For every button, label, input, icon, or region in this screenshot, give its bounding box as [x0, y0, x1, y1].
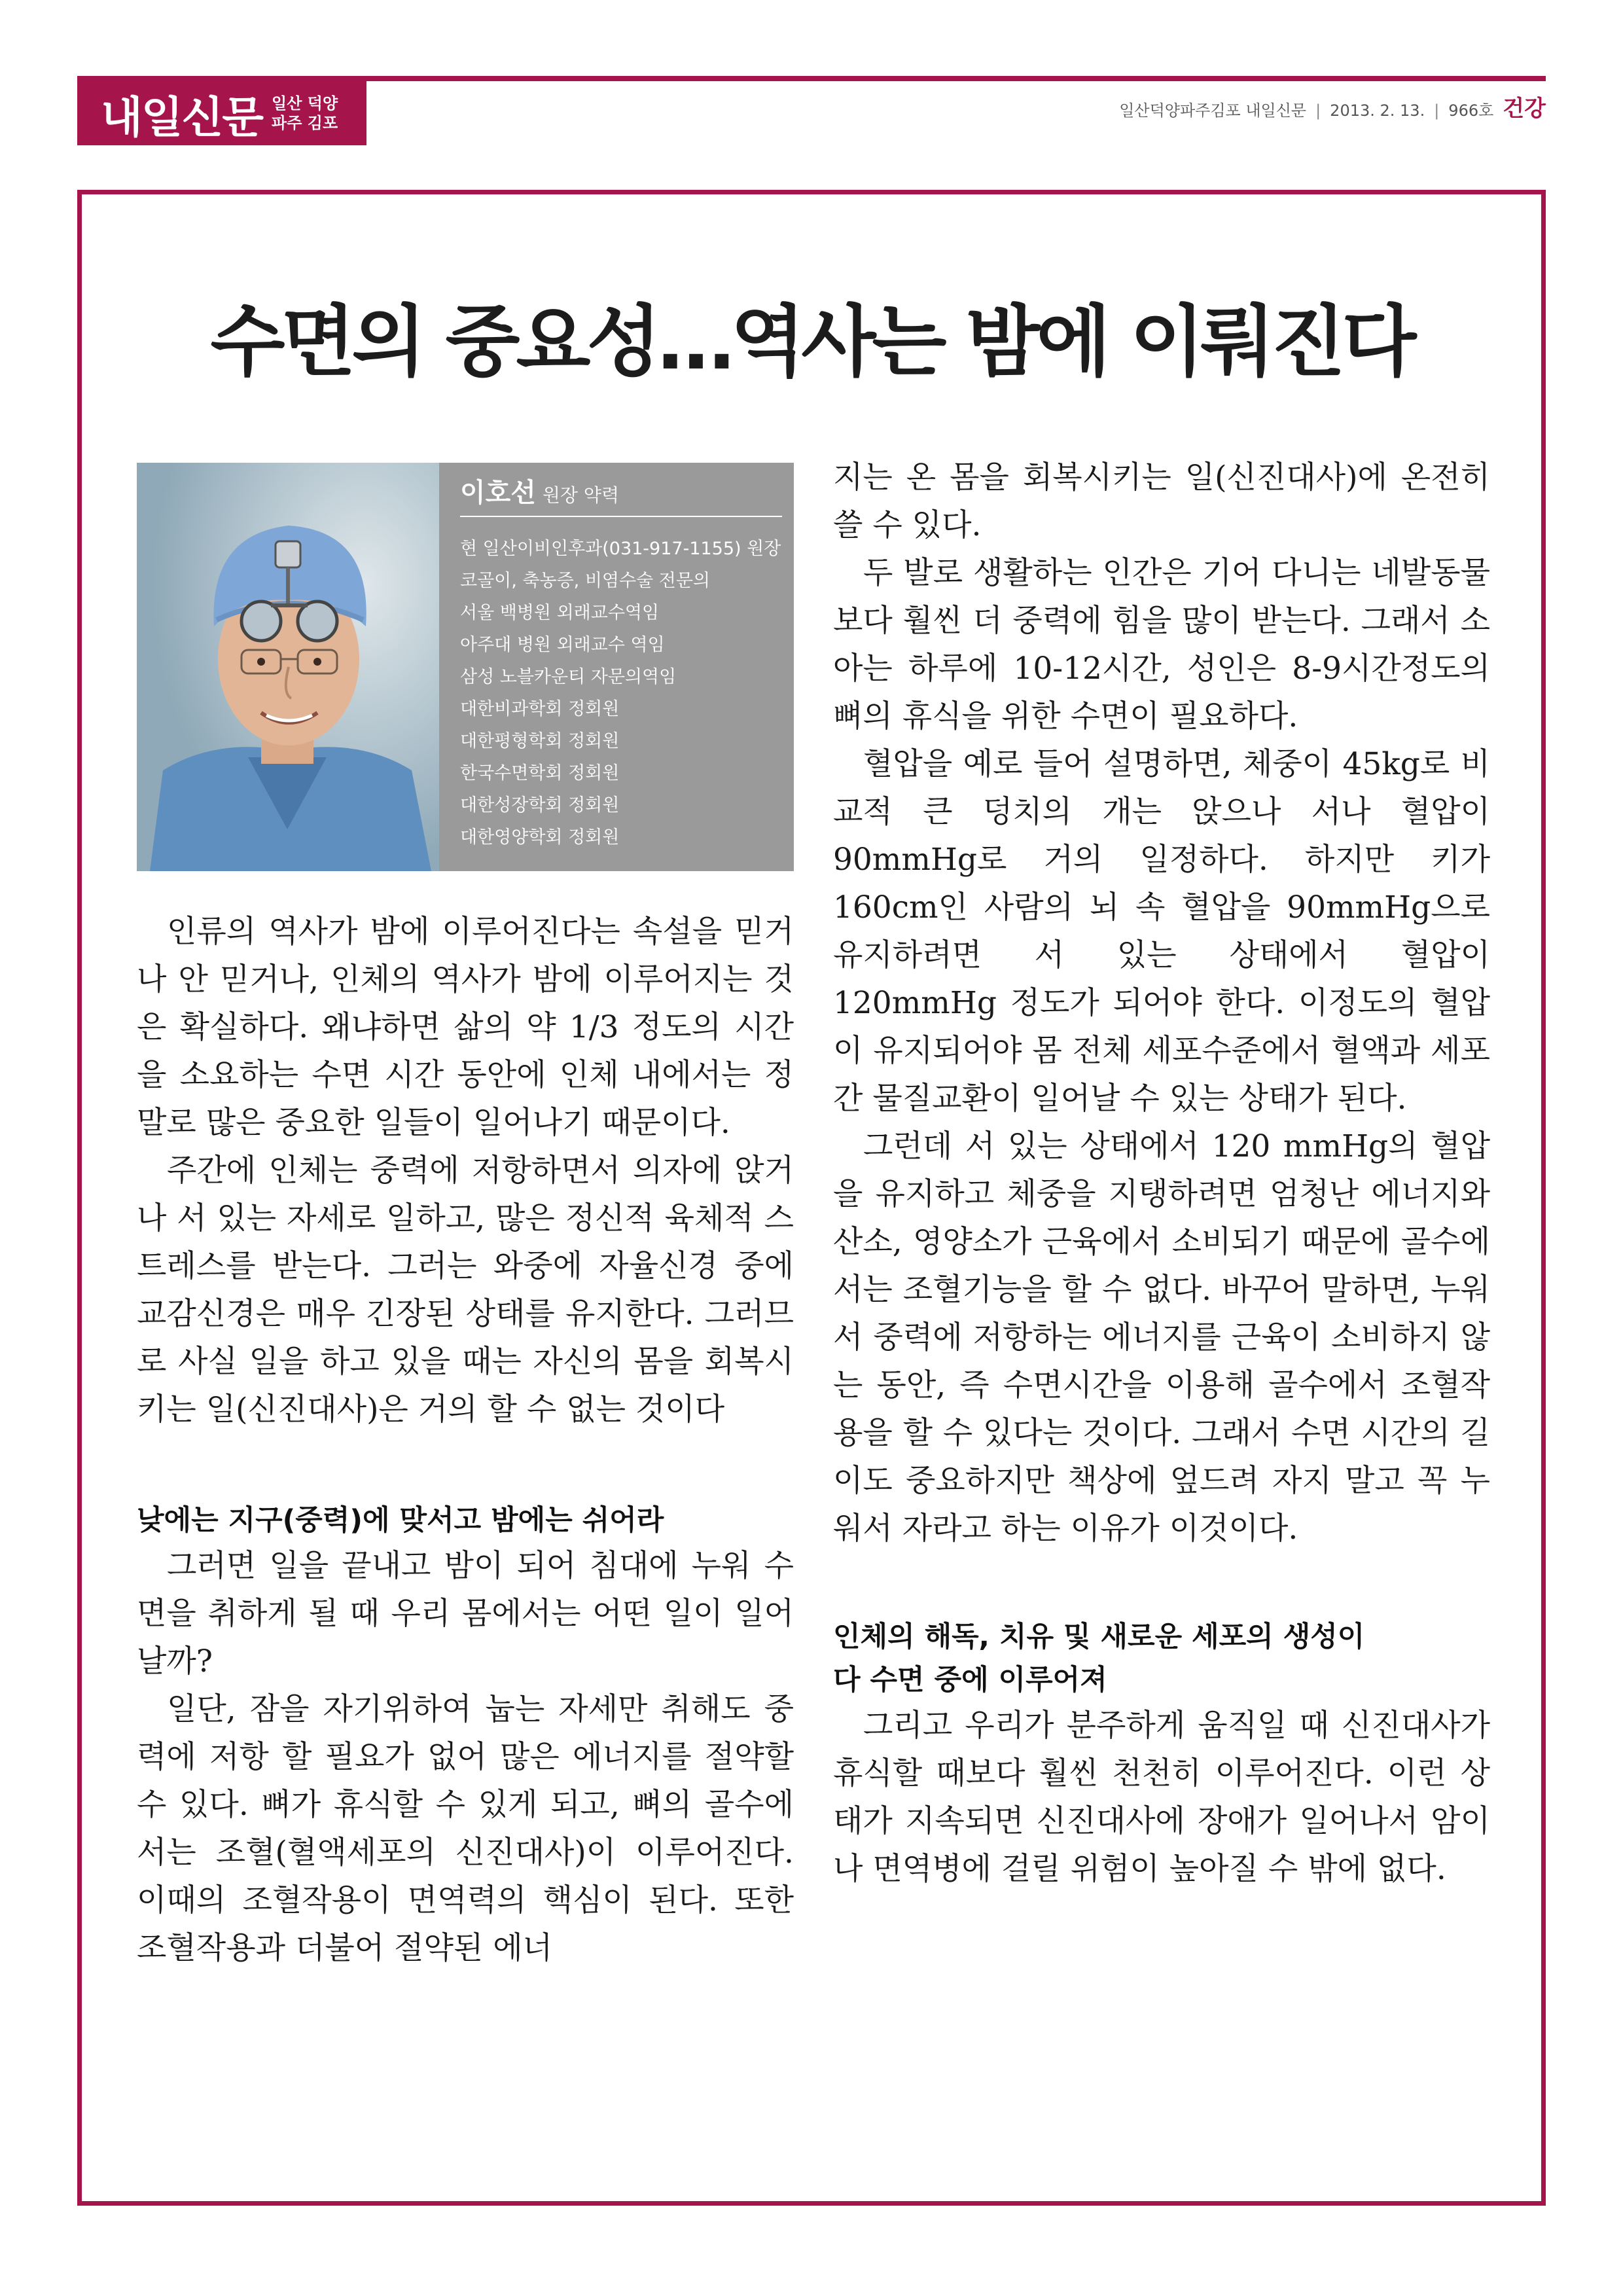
career-item: 코골이, 축농증, 비염수술 전문의: [460, 571, 710, 591]
issue-number: 966호: [1448, 101, 1494, 120]
author-career-list: [460, 533, 782, 853]
author-role: 원장 약력: [542, 484, 620, 506]
body-paragraph: 주간에 인체는 중력에 저항하면서 의자에 앉거나 서 있는 자세로 일하고, 많은 정신적 육체적 스트레스를 받는다. 그러는 와중에 자율신경 중에 교감신경은 매우 긴장된 상태를 유지한다. 그러므로 사실 일을 하고 있을 때는 자신의 몸을 회복시키는 일(신진대사)은 거의 할 수 없는 것이다: [137, 1153, 794, 1427]
career-item: 대한영양학회 정회원: [460, 827, 620, 848]
author-bio: [439, 463, 794, 871]
issue-separator: |: [1434, 101, 1440, 120]
issue-separator: |: [1315, 101, 1321, 120]
issue-date: 2013. 2. 13.: [1330, 101, 1425, 120]
section-subheading: 낮에는 지구(중력)에 맞서고 밤에는 쉬어라: [137, 1504, 664, 1537]
body-paragraph: 지는 온 몸을 회복시키는 일(신진대사)에 온전히 쓸 수 있다.: [833, 459, 1490, 543]
article-headline: 수면의 중요성…역사는 밤에 이뤄진다: [210, 296, 1413, 387]
career-item: 대한비과학회 정회원: [460, 699, 620, 719]
author-name-row: [460, 472, 782, 517]
author-photo: [137, 463, 439, 871]
career-item: 서울 백병원 외래교수역임: [460, 603, 660, 623]
section-label: 건강: [1503, 96, 1546, 122]
masthead-rule: [77, 76, 1546, 81]
body-paragraph: 인류의 역사가 밤에 이루어진다는 속설을 믿거나 안 믿거나, 인체의 역사가 밤에 이루어지는 것은 확실하다. 왜냐하면 삶의 약 1/3 정도의 시간을 소요하는 수면 시간 동안에 인체 내에서는 정말로 많은 중요한 일들이 일어나기 때문이다.: [137, 914, 794, 1141]
body-paragraph: 그리고 우리가 분주하게 움직일 때 신진대사가 휴식할 때보다 훨씬 천천히 이루어진다. 이런 상태가 지속되면 신진대사에 장애가 일어나서 암이나 면역병에 걸릴 위험이 높아질 수 밖에 없다.: [833, 1708, 1490, 1887]
career-item: 삼성 노블카운티 자문의역임: [460, 667, 677, 687]
body-paragraph: 일단, 잠을 자기위하여 눕는 자세만 취해도 중력에 저항 할 필요가 없어 많은 에너지를 절약할 수 있다. 뼈가 휴식할 수 있게 되고, 뼈의 골수에서는 조혈(혈액세포의 신진대사)이 이루어진다. 이때의 조혈작용이 면역력의 핵심이 된다. 또한 조혈작용과 더불어 절약된 에너: [137, 1691, 794, 1966]
article-column-right: [833, 454, 1490, 1893]
career-item: 현 일산이비인후과(031-917-1155) 원장: [460, 539, 781, 559]
issue-line: [1119, 90, 1546, 122]
article-frame: [77, 190, 1546, 2206]
issue-paper: 일산덕양파주김포 내일신문: [1119, 101, 1307, 120]
subheading-line: 인체의 해독, 치유 및 새로운 세포의 생성이: [833, 1621, 1365, 1653]
author-profile: [137, 463, 794, 871]
body-paragraph: 그런데 서 있는 상태에서 120 mmHg의 혈압을 유지하고 체중을 지탱하려면 엄청난 에너지와 산소, 영양소가 근육에서 소비되기 때문에 골수에서는 조혈기능을 할 수 없다. 바꾸어 말하면, 누워서 중력에 저항하는 에너지를 근육이 소비하지 않는 동안, 즉 수면시간을 이용해 골수에서 조혈작용을 할 수 있다는 것이다. 그래서 수면 시간의 길이도 중요하지만 책상에 엎드려 자지 말고 꼭 누워서 자라고 하는 이유가 이것이다.: [833, 1128, 1490, 1547]
surgeon-portrait-image: [137, 463, 439, 871]
masthead-region-line1: 일산 덕양: [272, 94, 338, 113]
subheading-line: 다 수면 중에 이루어져: [833, 1664, 1107, 1696]
author-name: 이호선: [460, 478, 536, 508]
masthead: [77, 81, 366, 145]
section-subheading: [833, 1615, 1490, 1702]
career-item: 한국수면학회 정회원: [460, 763, 620, 783]
body-paragraph: 혈압을 예로 들어 설명하면, 체중이 45kg로 비교적 큰 덩치의 개는 앉으나 서나 혈압이 90mmHg로 거의 일정하다. 하지만 키가 160cm인 사람의 뇌 속 혈압을 90mmHg으로 유지하려면 서 있는 상태에서 혈압이 120mmHg 정도가 되어야 한다. 이정도의 혈압이 유지되어야 몸 전체 세포수준에서 혈액과 세포간 물질교환이 일어날 수 있는 상태가 된다.: [833, 746, 1490, 1117]
career-item: 아주대 병원 외래교수 역임: [460, 635, 665, 655]
article-column-left: [137, 908, 794, 1972]
body-paragraph: 그러면 일을 끝내고 밤이 되어 침대에 누워 수면을 취하게 될 때 우리 몸에서는 어떤 일이 일어날까?: [137, 1548, 794, 1679]
masthead-region-line2: 파주 김포: [272, 114, 338, 132]
career-item: 대한평형학회 정회원: [460, 731, 620, 751]
newspaper-logo: 내일신문: [101, 92, 263, 143]
body-paragraph: 두 발로 생활하는 인간은 기어 다니는 네발동물보다 훨씬 더 중력에 힘을 많이 받는다. 그래서 소아는 하루에 10-12시간, 성인은 8-9시간정도의 뼈의 휴식을 위한 수면이 필요하다.: [833, 555, 1490, 734]
career-item: 대한성장학회 정회원: [460, 795, 620, 816]
masthead-region: [272, 94, 338, 133]
